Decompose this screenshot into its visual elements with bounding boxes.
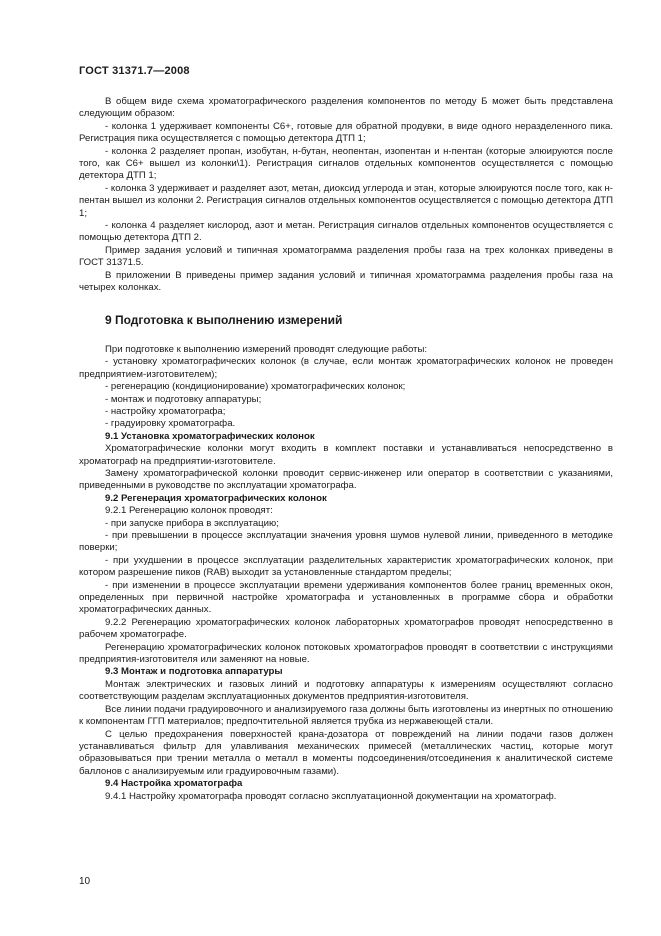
list-item: - регенерацию (кондиционирование) хроматографических колонок; <box>105 381 406 393</box>
list-item: - колонка 3 удерживает и разделяет азот, метан, диоксид углерода и этан, которые элюируются после того, как н-пентан вышел из колонки 2. Регистрация сигналов отдельных компонентов осуществляется с помощью детектора ДТП 1; <box>79 182 613 219</box>
section-9-heading: 9 Подготовка к выполнению измерений <box>105 312 343 327</box>
list-item: - настройку хроматографа; <box>105 405 226 417</box>
list-item: - колонка 1 удерживает компоненты С6+, готовые для обратной продувки, в виде одного неразделенного пика. Регистрация пика осуществляется с помощью детектора ДТП 1; <box>79 120 613 145</box>
paragraph: Замену хроматографической колонки проводит сервис-инженер или оператор в соответствии с указаниями, приведенными в руководстве по эксплуатации хроматографа. <box>79 467 613 492</box>
page-number: 10 <box>79 876 91 887</box>
paragraph: При подготовке к выполнению измерений проводят следующие работы: <box>105 343 428 355</box>
paragraph: 9.2.1 Регенерацию колонок проводят: <box>105 505 273 517</box>
list-item: - при превышении в процессе эксплуатации значения уровня шумов нулевой линии, приведенного в методике поверки; <box>79 530 613 554</box>
paragraph: Пример задания условий и типичная хроматограмма разделения пробы газа на трех колонках приведены в ГОСТ 31371.5. <box>79 244 613 269</box>
subsection-9-3-heading: 9.3 Монтаж и подготовка аппаратуры <box>105 666 283 678</box>
paragraph: Монтаж электрических и газовых линий и подготовку аппаратуры к измерениям осуществляют согласно соответствующим разделам эксплуатационных документов предприятия-изготовителя. <box>79 678 613 703</box>
paragraph: Хроматографические колонки могут входить в комплект поставки и устанавливаться непосредственно в хроматограф на предприятии-изготовителе. <box>79 443 613 467</box>
paragraph: Все линии подачи градуировочного и анализируемого газа должны быть изготовлены из инертных по отношению к компонентам ГГП материалов; предпочтительной является трубка из нержавеющей стали. <box>79 703 613 728</box>
subsection-9-2-heading: 9.2 Регенерация хроматографических колонок <box>105 492 327 504</box>
paragraph: В общем виде схема хроматографического разделения компонентов по методу Б может быть представлена следующим образом: <box>79 96 613 120</box>
subsection-9-4-heading: 9.4 Настройка хроматографа <box>105 778 243 790</box>
list-item: - при ухудшении в процессе эксплуатации разделительных характеристик хроматографических колонок, при котором разрешение пиков (RAB) выходит за установленные стандартом пределы; <box>79 554 613 579</box>
paragraph: 9.4.1 Настройку хроматографа проводят согласно эксплуатационной документации на хроматограф. <box>105 790 557 802</box>
list-item: - колонка 4 разделяет кислород, азот и метан. Регистрация сигналов отдельных компонентов осуществляется с помощью детектора ДТП 2. <box>79 220 613 244</box>
list-item: - установку хроматографических колонок (в случае, если монтаж хроматографических колонок не проведен предприятием-изготовителем); <box>79 356 613 380</box>
document-header: ГОСТ 31371.7—2008 <box>79 65 190 77</box>
page-body <box>79 96 613 803</box>
list-item: - монтаж и подготовку аппаратуры; <box>105 393 262 405</box>
paragraph: С целью предохранения поверхностей крана-дозатора от повреждений на линии подачи газов должен устанавливаться фильтр для улавливания механических примесей (металлических частиц, которые могут образовываться при трении металла о металл в моменты подсоединения/отсоединения к аналитической системе баллонов с анализируемым или градуировочным газами). <box>79 728 613 777</box>
list-item: - при запуске прибора в эксплуатацию; <box>105 517 279 529</box>
paragraph: В приложении В приведены пример задания условий и типичная хроматограмма разделения пробы газа на четырех колонках. <box>79 269 613 294</box>
list-item: - колонка 2 разделяет пропан, изобутан, н-бутан, неопентан, изопентан и н-пентан (которые элюируются после того, как С6+ вышел из колонки\1). Регистрация сигналов отдельных компонентов осуществляется с помощью детектора ДТП 1; <box>79 145 613 182</box>
paragraph: 9.2.2 Регенерацию хроматографических колонок лабораторных хроматографов проводят непосредственно в рабочем хроматографе. <box>79 616 613 641</box>
list-item: - градуировку хроматографа. <box>105 418 236 430</box>
list-item: - при изменении в процессе эксплуатации времени удерживания компонентов более границ временных окон, определенных при первичной настройке хроматографа и установленных в программе сбора и обработки хроматографических данных. <box>79 579 613 616</box>
subsection-9-1-heading: 9.1 Установка хроматографических колонок <box>105 430 315 442</box>
paragraph: Регенерацию хроматографических колонок потоковых хроматографов проводят в соответствии с инструкциями предприятия-изготовителя или заменяют на новые. <box>79 641 613 666</box>
